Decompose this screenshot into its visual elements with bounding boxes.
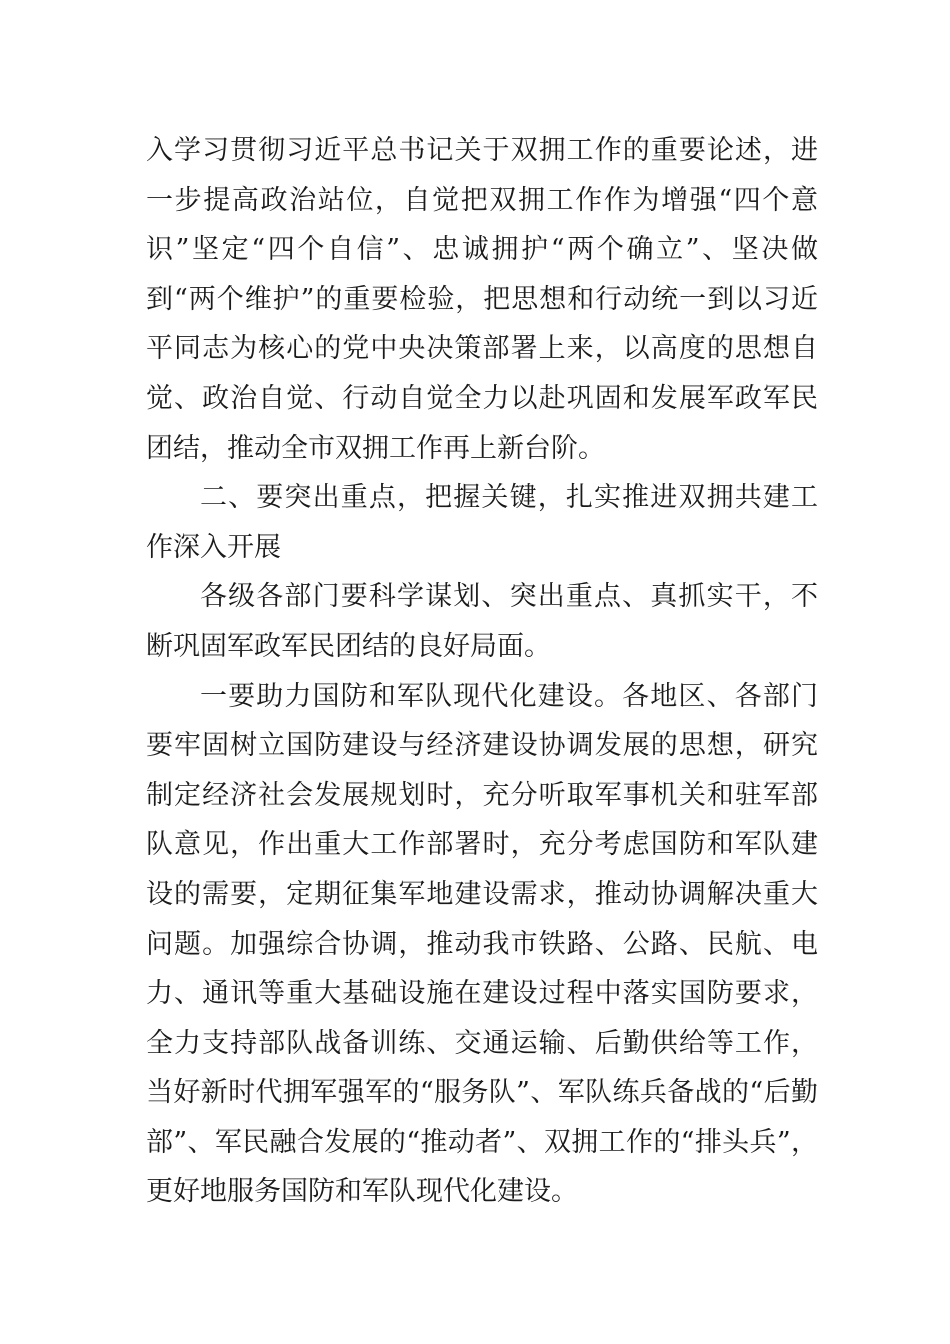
paragraph-continuation: 入学习贯彻习近平总书记关于双拥工作的重要论述，进一步提高政治站位，自觉把双拥工作作为增强“四个意识”坚定“四个自信”、忠诚拥护“两个确立”、坚决做到“两个维护”的重要检验，把思想和行动统一到以习近平同志为核心的党中央决策部署上来，以高度的思想自觉、政治自觉、行动自觉全力以赴巩固和发展军政军民团结，推动全市双拥工作再上新台阶。	[146, 135, 818, 464]
paragraph-intro: 各级各部门要科学谋划、突出重点、真抓实干，不断巩固军政军民团结的良好局面。	[146, 581, 818, 662]
document-body	[146, 126, 818, 1217]
section-heading-two: 二、要突出重点，把握关键，扎实推进双拥共建工作深入开展	[146, 482, 818, 563]
paragraph-point-one: 一要助力国防和军队现代化建设。各地区、各部门要牢固树立国防建设与经济建设协调发展的思想，研究制定经济社会发展规划时，充分听取军事机关和驻军部队意见，作出重大工作部署时，充分考虑国防和军队建设的需要，定期征集军地建设需求，推动协调解决重大问题。加强综合协调，推动我市铁路、公路、民航、电力、通讯等重大基础设施在建设过程中落实国防要求，全力支持部队战备训练、交通运输、后勤供给等工作，当好新时代拥军强军的“服务队”、军队练兵备战的“后勤部”、军民融合发展的“推动者”、双拥工作的“排头兵”，更好地服务国防和军队现代化建设。	[146, 680, 818, 1208]
